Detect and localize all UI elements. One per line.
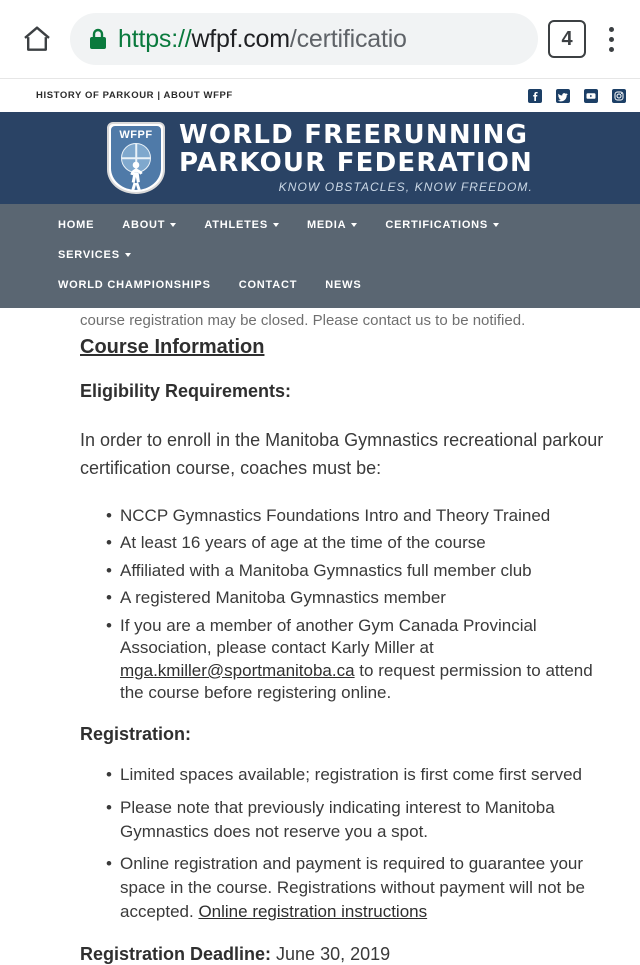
chevron-down-icon bbox=[125, 253, 131, 257]
wfpf-logo-shield[interactable] bbox=[107, 122, 165, 194]
shield-label: WFPF bbox=[119, 129, 153, 141]
chevron-down-icon bbox=[351, 223, 357, 227]
list-item: • Affiliated with a Manitoba Gymnastics full member club bbox=[106, 560, 604, 582]
youtube-icon[interactable] bbox=[583, 88, 598, 103]
nav-label: ABOUT bbox=[122, 219, 166, 231]
url-host: wfpf.com bbox=[191, 24, 290, 53]
brand-line-2: PARKOUR FEDERATION bbox=[179, 147, 533, 178]
nav-label: WORLD CHAMPIONSHIPS bbox=[58, 279, 211, 291]
site-title bbox=[179, 122, 533, 193]
overflow-menu-icon[interactable] bbox=[596, 16, 626, 62]
registration-deadline bbox=[80, 944, 604, 965]
registration-list bbox=[80, 763, 604, 924]
contact-text-before: If you are a member of another Gym Canada Provincial Association, please contact Karly Miller at bbox=[120, 615, 537, 658]
nav-row-secondary bbox=[0, 270, 640, 300]
page-content bbox=[0, 312, 640, 965]
list-item: • At least 16 years of age at the time of the course bbox=[106, 532, 604, 554]
email-link[interactable]: mga.kmiller@sportmanitoba.ca bbox=[120, 660, 355, 680]
brand-tagline: KNOW OBSTACLES, KNOW FREEDOM. bbox=[278, 179, 533, 194]
contact-text-after: to request permission to attend the course before registering online. bbox=[120, 660, 593, 702]
nav-label: MEDIA bbox=[306, 219, 347, 231]
site-header bbox=[0, 112, 640, 204]
nav-label: CERTIFICATIONS bbox=[385, 219, 489, 231]
instagram-icon[interactable] bbox=[611, 88, 626, 103]
nav-item-about[interactable] bbox=[108, 210, 190, 240]
home-icon[interactable] bbox=[14, 16, 60, 62]
eligibility-heading: Eligibility Requirements: bbox=[80, 381, 292, 401]
browser-toolbar bbox=[0, 0, 640, 78]
nav-item-news[interactable] bbox=[311, 270, 375, 300]
list-item: • Limited spaces available; registration is first come first served bbox=[106, 763, 604, 787]
nav-item-media[interactable] bbox=[293, 210, 371, 240]
nav-item-athletes[interactable] bbox=[190, 210, 293, 240]
facebook-icon[interactable] bbox=[527, 88, 542, 103]
list-item-contact bbox=[106, 615, 604, 705]
nav-label: CONTACT bbox=[238, 279, 298, 291]
page-title: Course Information bbox=[80, 336, 265, 358]
address-bar[interactable] bbox=[70, 13, 538, 65]
url-text bbox=[118, 25, 407, 54]
list-item: • A registered Manitoba Gymnastics member bbox=[106, 587, 604, 609]
eligibility-list bbox=[80, 505, 604, 705]
url-path: /certificatio bbox=[289, 24, 407, 53]
clipped-text-line: course registration may be closed. Please contact us to be notified. bbox=[80, 312, 526, 329]
list-item: • NCCP Gymnastics Foundations Intro and Theory Trained bbox=[106, 505, 604, 527]
nav-label: SERVICES bbox=[58, 249, 120, 261]
list-item-online-registration bbox=[106, 852, 604, 924]
chevron-down-icon bbox=[493, 223, 499, 227]
deadline-value: June 30, 2019 bbox=[271, 944, 391, 965]
eligibility-intro: In order to enroll in the Manitoba Gymnastics recreational parkour certification course, coaches must be: bbox=[80, 430, 604, 479]
nav-item-contact[interactable] bbox=[225, 270, 312, 300]
nav-item-certifications[interactable] bbox=[371, 210, 513, 240]
utility-bar bbox=[0, 78, 640, 112]
nav-item-world-championships[interactable] bbox=[44, 270, 225, 300]
athlete-figure-icon bbox=[123, 160, 149, 192]
chevron-down-icon bbox=[273, 223, 279, 227]
chevron-down-icon bbox=[170, 223, 176, 227]
twitter-icon[interactable] bbox=[555, 88, 570, 103]
utility-links[interactable]: HISTORY OF PARKOUR | ABOUT WFPF bbox=[36, 90, 233, 101]
tab-switcher-button[interactable]: 4 bbox=[548, 20, 586, 58]
nav-item-home[interactable] bbox=[44, 210, 108, 240]
nav-label: HOME bbox=[58, 219, 95, 231]
nav-row-primary bbox=[0, 210, 640, 270]
social-links bbox=[527, 88, 626, 103]
brand-line-1: WORLD FREERUNNING bbox=[179, 120, 529, 151]
online-registration-instructions-link[interactable]: Online registration instructions bbox=[198, 902, 428, 921]
nav-label: NEWS bbox=[325, 279, 362, 291]
url-scheme: https:// bbox=[118, 24, 192, 53]
nav-label: ATHLETES bbox=[204, 219, 268, 231]
deadline-label: Registration Deadline: bbox=[80, 944, 272, 965]
main-navigation bbox=[0, 204, 640, 308]
lock-icon bbox=[88, 27, 108, 51]
registration-text-before: Online registration and payment is required to guarantee your space in the course. Registrations without payment will not be accepted. bbox=[120, 853, 585, 921]
nav-item-services[interactable] bbox=[44, 240, 145, 270]
registration-heading: Registration: bbox=[80, 724, 192, 745]
list-item: • Please note that previously indicating interest to Manitoba Gymnastics does not reserve you a spot. bbox=[106, 796, 604, 844]
